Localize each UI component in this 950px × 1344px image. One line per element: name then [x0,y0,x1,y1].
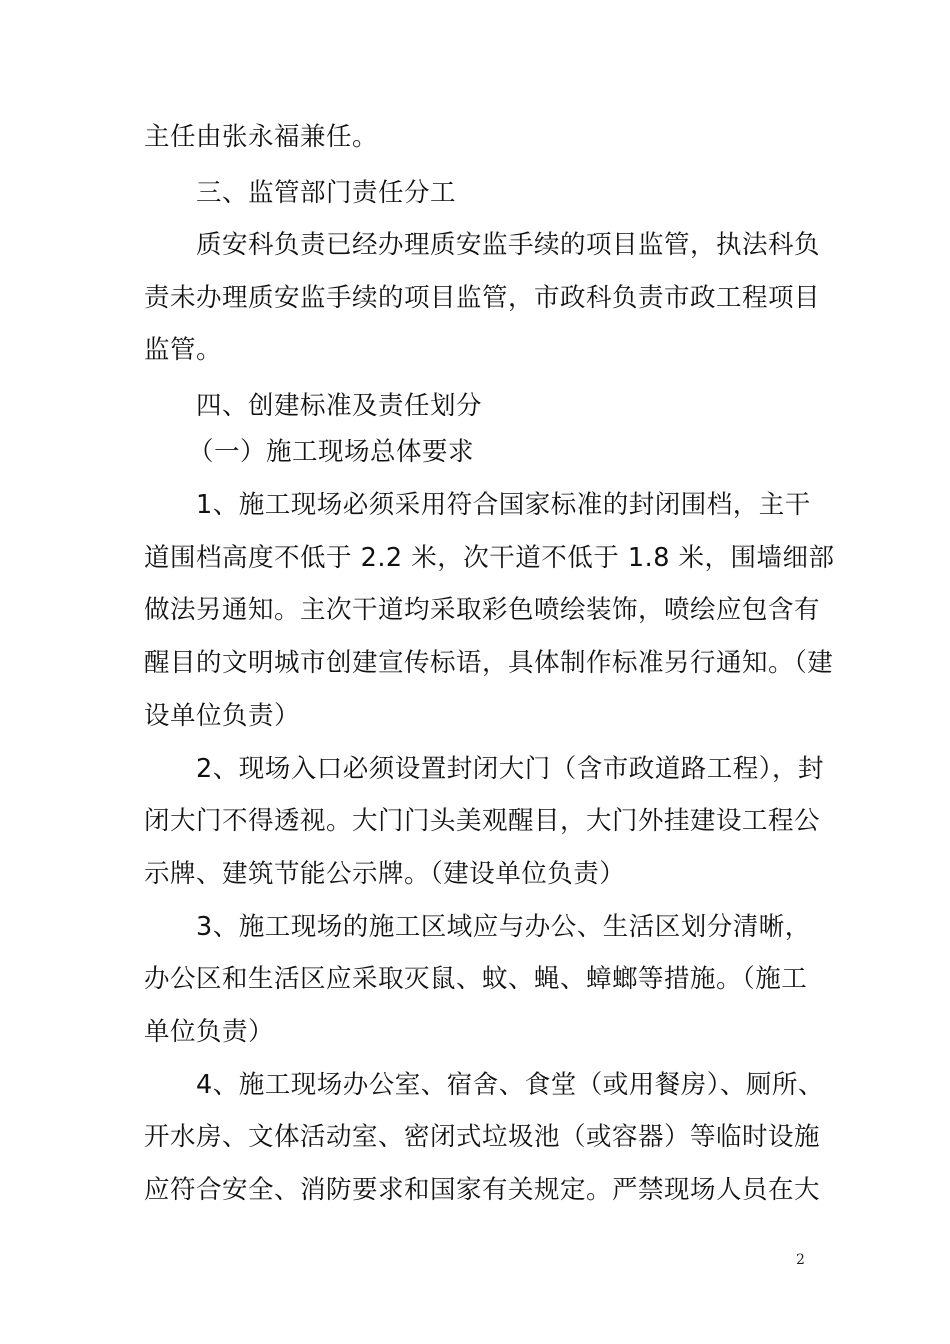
text-line: 3、施工现场的施工区域应与办公、生活区划分清晰， [196,912,811,942]
text-line: 闭大门不得透视。大门门头美观醒目，大门外挂建设工程公 [144,806,821,836]
text-line: 道围档高度不低于 2.2 米，次干道不低于 1.8 米，围墙细部 [144,543,835,573]
text-line: 主任由张永福兼任。 [144,122,379,152]
text-line: 设单位负责） [144,701,301,731]
text-line: 4、施工现场办公室、宿舍、食堂（或用餐房）、厕所、 [196,1070,824,1100]
subsection-heading: （一）施工现场总体要求 [188,437,475,467]
text-line: 做法另通知。主次干道均采取彩色喷绘装饰，喷绘应包含有 [144,595,821,625]
page-number: 2 [796,1252,805,1268]
text-line: 醒目的文明城市创建宣传标语，具体制作标准另行通知。（建 [144,648,834,678]
text-line: 办公区和生活区应采取灭鼠、蚊、蝇、蟑螂等措施。（施工 [144,964,808,994]
text-line: 责未办理质安监手续的项目监管，市政科负责市政工程项目 [144,283,821,313]
text-line: 2、现场入口必须设置封闭大门（含市政道路工程），封 [196,754,824,784]
text-line: 监管。 [144,335,223,365]
section-heading: 三、监管部门责任分工 [196,178,457,208]
text-line: 示牌、建筑节能公示牌。（建设单位负责） [144,859,626,889]
text-line: 开水房、文体活动室、密闭式垃圾池（或容器）等临时设施 [144,1122,821,1152]
text-line: 1、施工现场必须采用符合国家标准的封闭围档，主干 [196,490,811,520]
text-line: 质安科负责已经办理质安监手续的项目监管，执法科负 [196,230,821,260]
section-heading: 四、创建标准及责任划分 [196,391,483,421]
text-line: 应符合安全、消防要求和国家有关规定。严禁现场人员在大 [144,1175,821,1205]
text-line: 单位负责） [144,1017,275,1047]
